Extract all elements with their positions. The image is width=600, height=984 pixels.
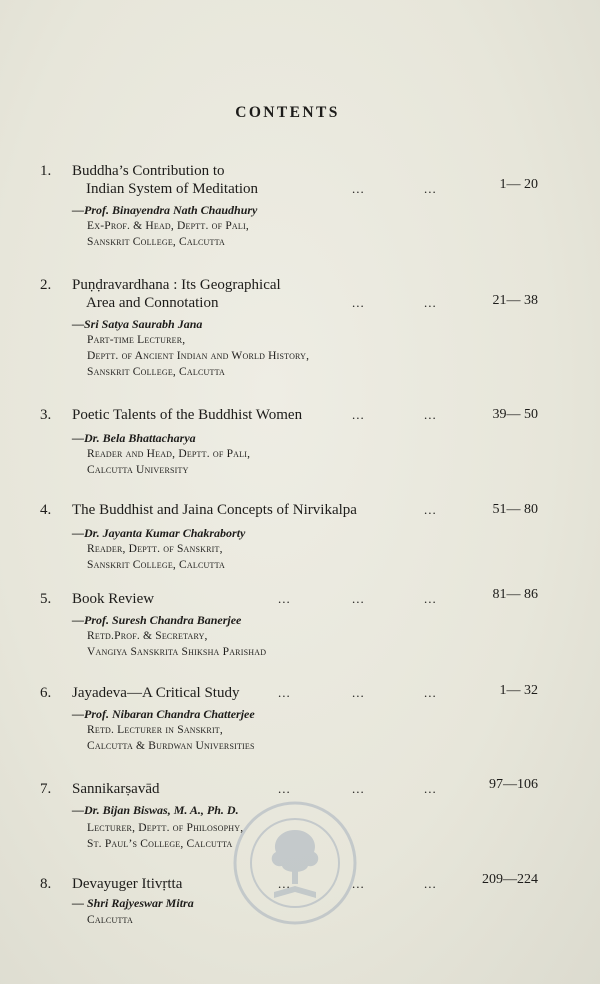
leader-dots: ...: [424, 407, 437, 422]
entry-affiliation-line-2: Calcutta & Burdwan Universities: [87, 740, 255, 752]
page-title: CONTENTS: [235, 104, 340, 121]
entry-title: Book Review: [72, 591, 155, 607]
leader-dots: ...: [424, 685, 437, 700]
entry-title: Poetic Talents of the Buddhist Women: [72, 407, 303, 423]
entry-author: — Shri Rajyeswar Mitra: [72, 896, 194, 910]
leader-dots: ...: [352, 181, 365, 196]
leader-dots: ...: [424, 295, 437, 310]
page-range: 97—106: [489, 777, 538, 792]
leader-dots: ...: [278, 781, 291, 796]
entry-author: —Prof. Binayendra Nath Chaudhury: [72, 203, 258, 217]
leader-dots: ...: [278, 591, 291, 606]
entry-affiliation-line-1: Reader and Head, Deptt. of Pali,: [87, 448, 251, 460]
entry-affiliation-line-2: St. Paul’s College, Calcutta: [87, 838, 233, 850]
entry-title-line-1: Buddha’s Contribution to: [72, 163, 225, 179]
entry-number: 5.: [40, 591, 52, 607]
leader-dots: ...: [352, 685, 365, 700]
entry-affiliation-line-2: Sanskrit College, Calcutta: [87, 236, 226, 248]
leader-dots: ...: [352, 781, 365, 796]
page-range: 1— 32: [499, 683, 538, 698]
entry-author: —Prof. Nibaran Chandra Chatterjee: [72, 707, 255, 721]
leader-dots: ...: [352, 407, 365, 422]
entry-affiliation-line-2: Vangiya Sanskrita Shiksha Parishad: [87, 646, 267, 658]
entry-number: 6.: [40, 685, 52, 701]
entry-title: Jayadeva—A Critical Study: [72, 685, 240, 701]
leader-dots: ...: [424, 502, 437, 517]
entry-affiliation-line-1: Reader, Deptt. of Sanskrit,: [87, 543, 223, 555]
leader-dots: ...: [424, 781, 437, 796]
entry-author: —Dr. Bela Bhattacharya: [72, 431, 196, 445]
leader-dots: ...: [424, 876, 437, 891]
library-seal-icon: [232, 800, 358, 926]
entry-affiliation-line-1: Lecturer, Deptt. of Philosophy,: [87, 822, 244, 834]
entry-number: 7.: [40, 781, 52, 797]
entry-affiliation-line-2: Deptt. of Ancient Indian and World History,: [87, 350, 310, 362]
entry-author: —Prof. Suresh Chandra Banerjee: [72, 613, 242, 627]
page-range: 21— 38: [492, 293, 538, 308]
leader-dots: ...: [424, 181, 437, 196]
page-range: 39— 50: [492, 407, 538, 422]
page-range: 1— 20: [499, 177, 538, 192]
entry-affiliation-line-1: Ex-Prof. & Head, Deptt. of Pali,: [87, 220, 249, 232]
leader-dots: ...: [424, 591, 437, 606]
entry-affiliation-line-2: Calcutta University: [87, 464, 189, 476]
entry-title-line-2: Area and Connotation: [86, 295, 219, 311]
entry-number: 2.: [40, 277, 52, 293]
entry-number: 4.: [40, 502, 52, 518]
entry-affiliation-line-1: Part-time Lecturer,: [87, 334, 186, 346]
entry-number: 3.: [40, 407, 52, 423]
page-range: 51— 80: [492, 502, 538, 517]
entry-affiliation-line-3: Sanskrit College, Calcutta: [87, 366, 226, 378]
entry-title-line-2: Indian System of Meditation: [86, 181, 259, 197]
entry-number: 1.: [40, 163, 52, 179]
entry-affiliation-line-1: Retd.Prof. & Secretary,: [87, 630, 208, 642]
entry-author: —Sri Satya Saurabh Jana: [72, 317, 203, 331]
leader-dots: ...: [352, 876, 365, 891]
entry-title-line-1: Puṇḍravardhana : Its Geographical: [72, 277, 281, 293]
page-range: 81— 86: [492, 587, 538, 602]
entry-number: 8.: [40, 876, 52, 892]
entry-author: —Dr. Jayanta Kumar Chakraborty: [72, 526, 246, 540]
entry-title: The Buddhist and Jaina Concepts of Nirvikalpa: [72, 502, 357, 518]
leader-dots: ...: [278, 876, 291, 891]
leader-dots: ...: [278, 685, 291, 700]
leader-dots: ...: [352, 591, 365, 606]
entry-title: Devayuger Itivṛtta: [72, 876, 183, 892]
entry-affiliation-line-2: Sanskrit College, Calcutta: [87, 559, 226, 571]
leader-dots: ...: [352, 295, 365, 310]
entry-author: —Dr. Bijan Biswas, M. A., Ph. D.: [72, 803, 239, 817]
entry-affiliation-line-1: Retd. Lecturer in Sanskrit,: [87, 724, 223, 736]
page-range: 209—224: [482, 872, 538, 887]
entry-title: Sannikarṣavād: [72, 781, 160, 797]
entry-affiliation-line-1: Calcutta: [87, 914, 133, 926]
